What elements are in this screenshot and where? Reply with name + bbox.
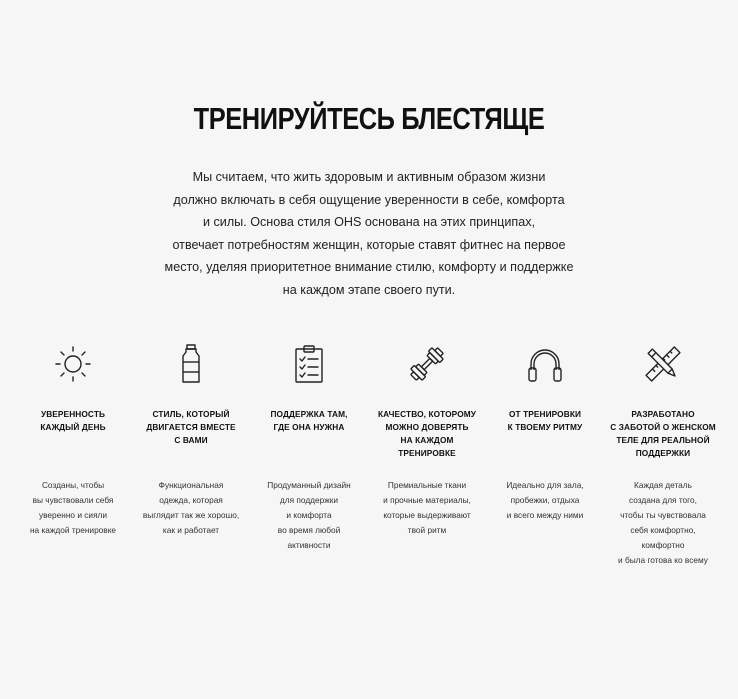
feature-description bbox=[604, 478, 722, 568]
feature-title-line: ТРЕНИРОВКЕ bbox=[398, 448, 456, 458]
sun-icon bbox=[51, 342, 95, 386]
clipboard-checklist-icon bbox=[287, 342, 331, 386]
feature-title-line: ОТ ТРЕНИРОВКИ bbox=[508, 409, 582, 419]
feature-rhythm bbox=[486, 342, 604, 520]
feature-desc-line: Каждая деталь bbox=[634, 480, 692, 490]
page-title: ТРЕНИРУЙТЕСЬ БЛЕСТЯЩЕ bbox=[193, 101, 545, 136]
feature-desc-line: которые выдерживают bbox=[383, 510, 471, 520]
feature-desc-line: вы чувствовали себя bbox=[32, 495, 114, 505]
feature-desc-line: и была готова ко всему bbox=[618, 555, 708, 565]
feature-desc-line: во время любой bbox=[277, 525, 341, 535]
feature-title-line: РАЗРАБОТАНО bbox=[631, 409, 695, 419]
feature-description bbox=[368, 478, 486, 538]
feature-description bbox=[132, 478, 250, 538]
feature-title-line: НА КАЖДОМ bbox=[400, 435, 454, 445]
feature-title-line: МОЖНО ДОВЕРЯТЬ bbox=[385, 422, 469, 432]
intro-line: должно включать в себя ощущение уверенности в себе, комфорта bbox=[173, 192, 565, 207]
feature-title bbox=[250, 408, 368, 434]
feature-desc-line: пробежки, отдыха bbox=[510, 495, 580, 505]
water-bottle-icon bbox=[169, 342, 213, 386]
feature-desc-line: Созданы, чтобы bbox=[41, 480, 105, 490]
feature-description bbox=[14, 478, 132, 538]
feature-desc-line: уверенно и сияли bbox=[38, 510, 108, 520]
feature-title-line: СТИЛЬ, КОТОРЫЙ bbox=[152, 409, 230, 419]
feature-title-line: ПОДДЕРЖКА ТАМ, bbox=[270, 409, 348, 419]
feature-title-line: ГДЕ ОНА НУЖНА bbox=[273, 422, 345, 432]
feature-desc-line: выглядит так же хорошо, bbox=[142, 510, 240, 520]
feature-desc-line: одежда, которая bbox=[159, 495, 223, 505]
feature-desc-line: комфортно bbox=[641, 540, 685, 550]
feature-title bbox=[14, 408, 132, 434]
feature-desc-line: и всего между ними bbox=[506, 510, 584, 520]
feature-desc-line: твой ритм bbox=[407, 525, 447, 535]
feature-desc-line: для поддержки bbox=[279, 495, 339, 505]
feature-desc-line: на каждой тренировке bbox=[29, 525, 117, 535]
feature-support bbox=[250, 342, 368, 550]
intro-text bbox=[119, 166, 619, 302]
feature-desc-line: создана для того, bbox=[629, 495, 697, 505]
feature-title bbox=[368, 408, 486, 460]
feature-quality bbox=[368, 342, 486, 535]
feature-desc-line: Идеально для зала, bbox=[506, 480, 584, 490]
feature-title-line: С ВАМИ bbox=[174, 435, 208, 445]
feature-title bbox=[486, 408, 604, 434]
feature-title-line: КАЧЕСТВО, КОТОРОМУ bbox=[377, 409, 477, 419]
feature-desc-line: Продуманный дизайн bbox=[267, 480, 351, 490]
feature-title-line: ДВИГАЕТСЯ ВМЕСТЕ bbox=[146, 422, 236, 432]
feature-desc-line: Премиальные ткани bbox=[387, 480, 467, 490]
feature-title bbox=[604, 408, 722, 460]
feature-desc-line: и комфорта bbox=[286, 510, 332, 520]
intro-line: отвечает потребностям женщин, которые ставят фитнес на первое bbox=[172, 237, 566, 252]
feature-desc-line: чтобы ты чувствовала bbox=[620, 510, 706, 520]
feature-design bbox=[604, 342, 722, 565]
dumbbell-icon bbox=[405, 342, 449, 386]
feature-title-line: ПОДДЕРЖКИ bbox=[635, 448, 691, 458]
feature-description bbox=[250, 478, 368, 553]
features-row bbox=[14, 342, 724, 582]
feature-confidence bbox=[14, 342, 132, 535]
feature-desc-line: как и работает bbox=[162, 525, 220, 535]
feature-description bbox=[486, 478, 604, 523]
intro-line: место, уделяя приоритетное внимание стилю, комфорту и поддержке bbox=[164, 260, 574, 275]
feature-desc-line: и прочные материалы, bbox=[383, 495, 471, 505]
feature-style bbox=[132, 342, 250, 535]
headphones-icon bbox=[523, 342, 567, 386]
intro-line: и силы. Основа стиля OHS основана на этих принципах, bbox=[202, 215, 536, 230]
feature-desc-line: себя комфортно, bbox=[630, 525, 696, 535]
intro-line: на каждом этапе своего пути. bbox=[282, 282, 456, 297]
feature-title-line: КАЖДЫЙ ДЕНЬ bbox=[40, 422, 106, 432]
feature-title-line: УВЕРЕННОСТЬ bbox=[40, 409, 106, 419]
pencil-ruler-icon bbox=[641, 342, 685, 386]
feature-title-line: ТЕЛЕ ДЛЯ РЕАЛЬНОЙ bbox=[616, 435, 710, 445]
intro-line: Мы считаем, что жить здоровым и активным образом жизни bbox=[192, 170, 546, 184]
feature-title bbox=[132, 408, 250, 447]
feature-desc-line: активности bbox=[287, 540, 331, 550]
feature-title-line: К ТВОЕМУ РИТМУ bbox=[507, 422, 583, 432]
feature-title-line: С ЗАБОТОЙ О ЖЕНСКОМ bbox=[610, 422, 716, 432]
feature-desc-line: Функциональная bbox=[158, 480, 224, 490]
